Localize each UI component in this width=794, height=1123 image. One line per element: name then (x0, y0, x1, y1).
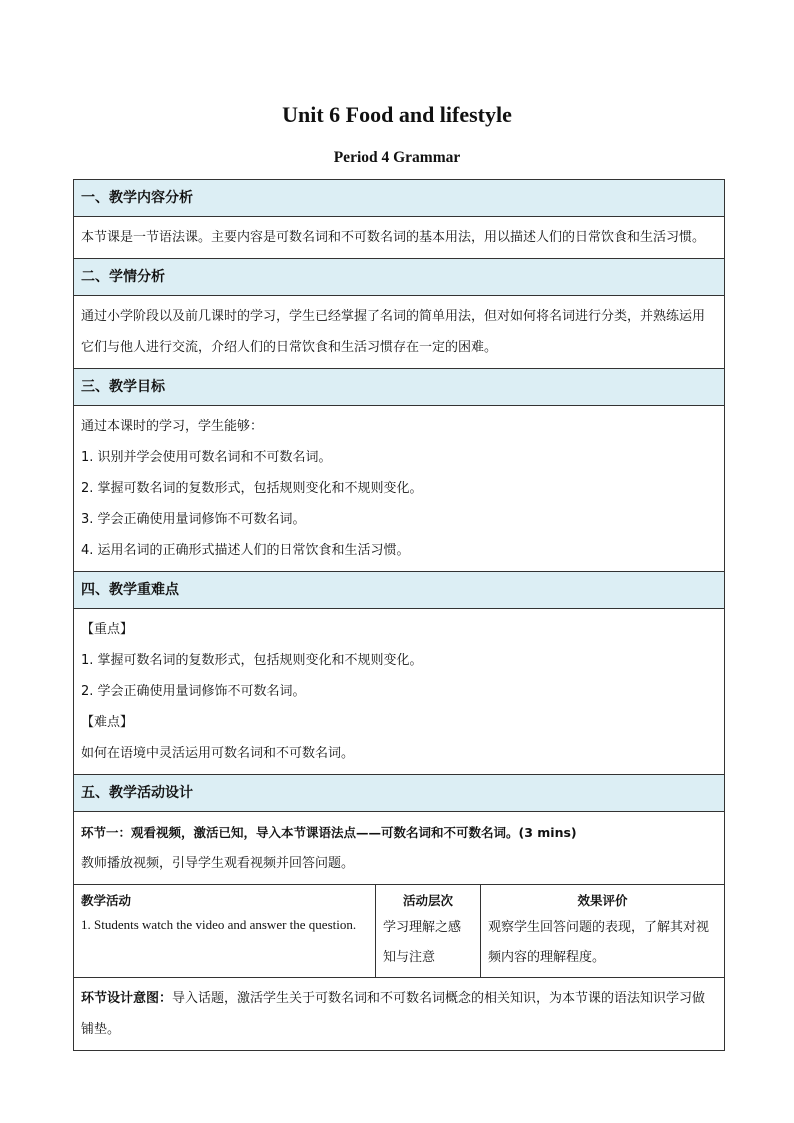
design-intent-label: 环节设计意图： (81, 991, 173, 1006)
step-one-description: 教师播放视频，引导学生观看视频并回答问题。 (81, 856, 355, 871)
activity-header: 教学活动 (81, 893, 132, 908)
lesson-plan-table (73, 179, 725, 1051)
level-column (376, 885, 481, 977)
key-point-item: 1. 掌握可数名词的复数形式，包括规则变化和不规则变化。 (81, 653, 423, 668)
section-body-key-points (74, 609, 724, 775)
key-point-item: 2. 学会正确使用量词修饰不可数名词。 (81, 684, 306, 699)
section-heading-activity-design: 五、教学活动设计 (74, 775, 724, 812)
difficult-points-label: 【难点】 (81, 715, 134, 730)
design-intent-text (81, 983, 717, 1045)
activity-table-row (74, 885, 724, 978)
evaluation-column (481, 885, 724, 977)
level-header: 活动层次 (402, 893, 453, 908)
design-intent-body: 导入话题，激活学生关于可数名词和不可数名词概念的相关知识，为本节课的语法知识学习做铺垫。 (81, 991, 706, 1037)
key-points-label: 【重点】 (81, 622, 134, 637)
activity-column (74, 885, 376, 977)
evaluation-header: 效果评价 (577, 893, 628, 908)
section-body-objectives (74, 406, 724, 572)
document-title: Unit 6 Food and lifestyle (282, 102, 512, 127)
level-text: 学习理解之感知与注意 (383, 920, 462, 965)
objectives-intro: 通过本课时的学习，学生能够： (81, 419, 264, 434)
content-analysis-text: 本节课是一节语法课。主要内容是可数名词和不可数名词的基本用法，用以描述人们的日常饮食和生活习惯。 (81, 230, 706, 245)
section-body-content-analysis (74, 217, 724, 259)
activity-text: 1. Students watch the video and answer the question. (81, 917, 357, 932)
section-heading-objectives: 三、教学目标 (74, 369, 724, 406)
section-heading-content-analysis: 一、教学内容分析 (74, 180, 724, 217)
objective-item: 2. 掌握可数名词的复数形式，包括规则变化和不规则变化。 (81, 481, 423, 496)
objective-item: 1. 识别并学会使用可数名词和不可数名词。 (81, 450, 332, 465)
document-subtitle: Period 4 Grammar (333, 149, 461, 166)
evaluation-text: 观察学生回答问题的表现，了解其对视频内容的理解程度。 (488, 920, 710, 965)
difficult-point-item: 如何在语境中灵活运用可数名词和不可数名词。 (81, 746, 355, 761)
section-heading-student-analysis: 二、学情分析 (74, 259, 724, 296)
objective-item: 3. 学会正确使用量词修饰不可数名词。 (81, 512, 306, 527)
design-intent-block (74, 978, 724, 1050)
objective-item: 4. 运用名词的正确形式描述人们的日常饮食和生活习惯。 (81, 543, 410, 558)
step-one-block (74, 812, 724, 885)
student-analysis-text: 通过小学阶段以及前几课时的学习，学生已经掌握了名词的简单用法，但对如何将名词进行分类，并熟练运用它们与他人进行交流，介绍人们的日常饮食和生活习惯存在一定的困难。 (81, 309, 706, 355)
step-one-title: 环节一：观看视频，激活已知，导入本节课语法点——可数名词和不可数名词。(3 mins) (81, 825, 577, 840)
section-heading-key-points: 四、教学重难点 (74, 572, 724, 609)
section-body-student-analysis (74, 296, 724, 369)
